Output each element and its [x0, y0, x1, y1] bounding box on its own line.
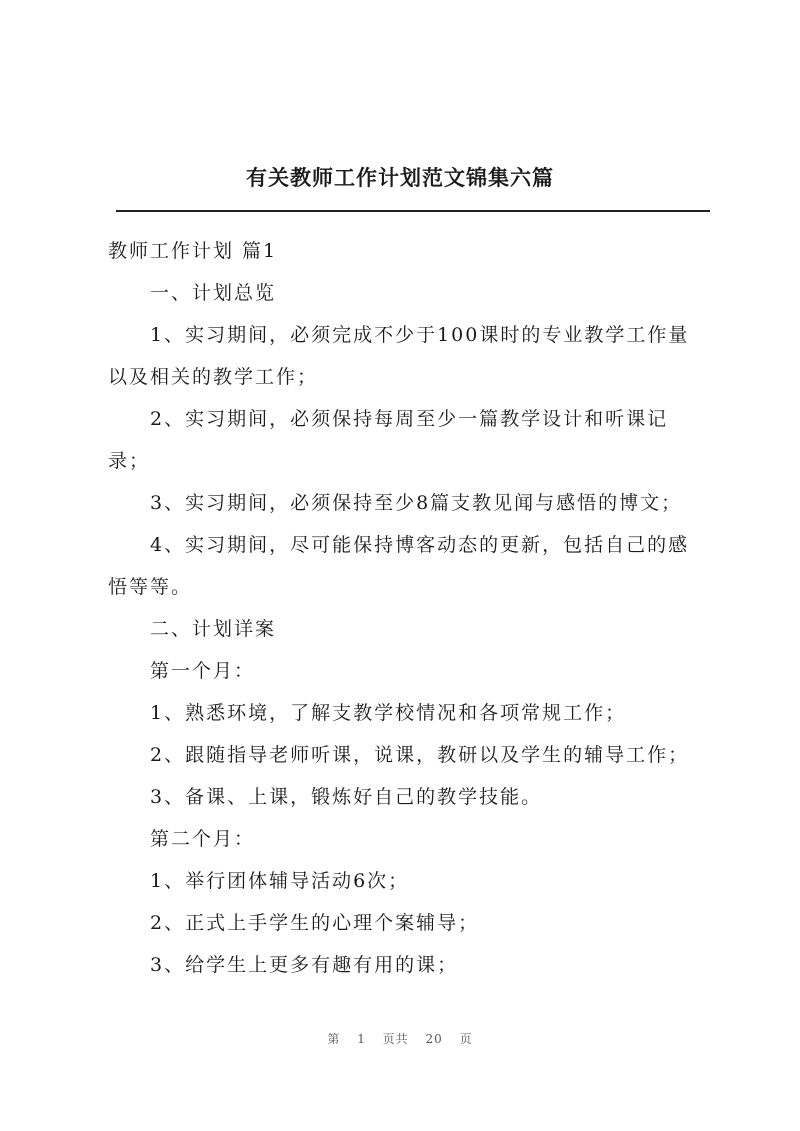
document-title: 有关教师工作计划范文锦集六篇 [246, 165, 554, 190]
text-line: 4、实习期间，尽可能保持博客动态的更新，包括自己的感 [150, 534, 690, 556]
text-line: 1、熟悉环境，了解支教学校情况和各项常规工作； [150, 702, 627, 724]
text-line: 第一个月： [150, 660, 256, 682]
text-line: 悟等等。 [108, 576, 193, 598]
text-line: 二、计划详案 [150, 618, 277, 640]
text-line: 3、备课、上课，锻炼好自己的教学技能。 [150, 786, 543, 808]
text-line: 3、实习期间，必须保持至少8篇支教见闻与感悟的博文； [150, 492, 683, 514]
footer-suffix: 页 [459, 1032, 473, 1046]
text-line: 录； [108, 450, 151, 472]
total-pages: 20 [425, 1032, 443, 1046]
text-line: 3、给学生上更多有趣有用的课； [150, 954, 459, 976]
text-line: 第二个月： [150, 828, 256, 850]
section-heading: 教师工作计划 篇1 [108, 240, 278, 262]
text-line: 1、实习期间，必须完成不少于100课时的专业教学工作量 [150, 324, 690, 346]
text-line: 以及相关的教学工作； [108, 366, 319, 388]
text-line: 2、跟随指导老师听课，说课，教研以及学生的辅导工作； [150, 744, 690, 766]
page-number: 1 [357, 1032, 366, 1046]
text-line: 2、实习期间，必须保持每周至少一篇教学设计和听课记 [150, 408, 669, 430]
page-footer [0, 1030, 800, 1047]
title-divider [116, 210, 710, 212]
text-line: 一、计划总览 [150, 282, 277, 304]
text-line: 1、举行团体辅导活动6次； [150, 870, 410, 892]
footer-prefix: 第 [327, 1032, 341, 1046]
text-line: 2、正式上手学生的心理个案辅导； [150, 912, 480, 934]
footer-mid: 页共 [382, 1032, 409, 1046]
